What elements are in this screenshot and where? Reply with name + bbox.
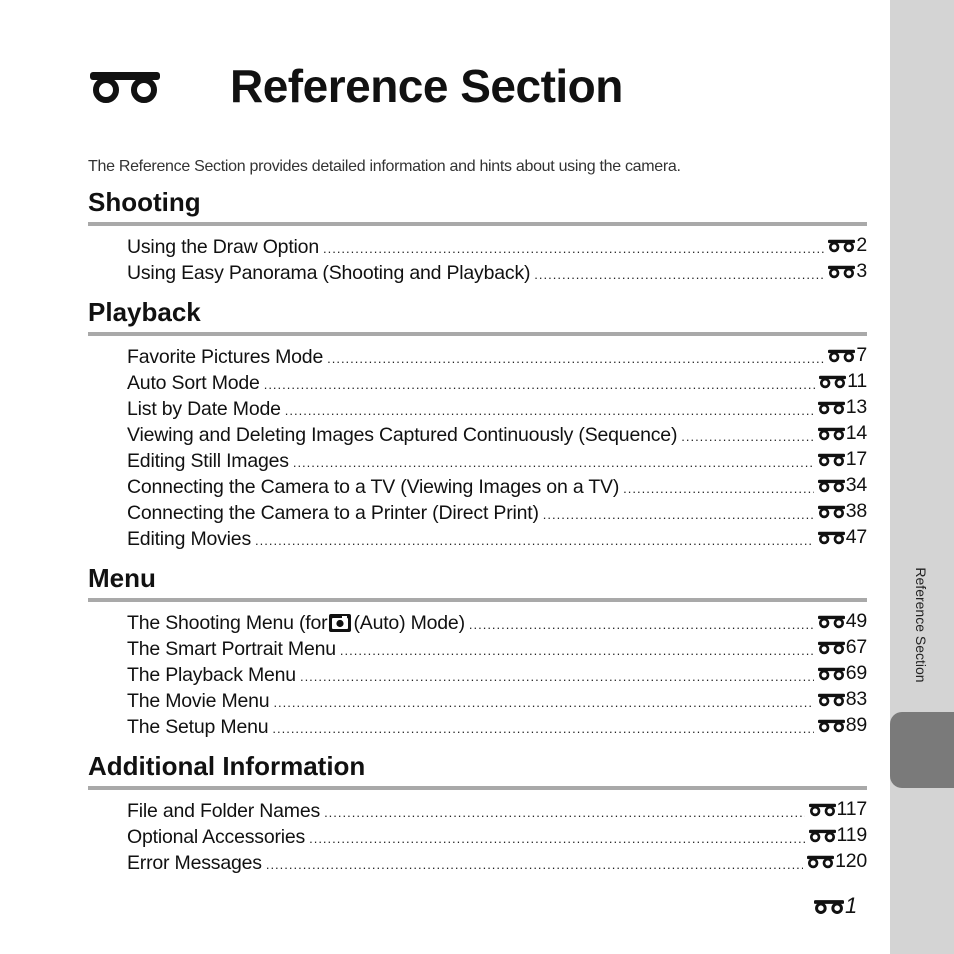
toc-entry-page-ref <box>818 526 867 549</box>
toc-entry-page-number: 89 <box>845 714 867 736</box>
toc-entry-page-ref <box>828 260 867 283</box>
toc-entry[interactable] <box>127 344 867 370</box>
toc-entry-title: Using the Draw Option <box>127 236 319 258</box>
page-title <box>90 58 623 114</box>
section-divider <box>88 332 867 336</box>
toc-entry-list <box>88 798 867 876</box>
dot-leader <box>324 805 804 820</box>
reference-binoculars-icon <box>807 854 834 869</box>
toc-entry-title-part: The Shooting Menu (for <box>127 612 328 634</box>
toc-entry-page-ref <box>818 688 867 711</box>
toc-entry[interactable] <box>127 422 867 448</box>
page-number-text: 1 <box>845 893 858 918</box>
toc-entry-page-number: 69 <box>845 662 867 684</box>
reference-binoculars-icon <box>818 426 845 441</box>
toc-entry-page-number: 49 <box>845 610 867 632</box>
toc-entry[interactable] <box>127 526 867 552</box>
dot-leader <box>264 377 815 392</box>
toc-entry-title: File and Folder Names <box>127 800 321 822</box>
toc-entry-page-ref <box>818 448 867 471</box>
toc-entry-page-number: 67 <box>845 636 867 658</box>
toc-entry[interactable] <box>127 448 867 474</box>
toc-entry-title: The Setup Menu <box>127 716 269 738</box>
toc-entry-page-ref <box>818 610 867 633</box>
reference-binoculars-icon <box>818 614 845 629</box>
section-heading: Playback <box>88 297 201 327</box>
toc-entry-title: Connecting the Camera to a TV (Viewing Images on a TV) <box>127 476 620 498</box>
reference-binoculars-icon <box>818 692 845 707</box>
reference-binoculars-icon <box>818 666 845 681</box>
reference-binoculars-icon <box>828 264 855 279</box>
toc-entry[interactable] <box>127 500 867 526</box>
side-index-tab-active[interactable] <box>890 712 954 788</box>
toc-entry-list <box>88 610 867 740</box>
toc-section <box>88 562 867 740</box>
dot-leader <box>309 831 804 846</box>
dot-leader <box>323 241 824 256</box>
toc-entry-page-number: 119 <box>836 824 867 846</box>
toc-entry-page-ref <box>818 662 867 685</box>
toc-entry-page-ref <box>828 234 867 257</box>
toc-entry[interactable] <box>127 798 867 824</box>
reference-binoculars-icon <box>828 238 855 253</box>
toc-entry-page-ref <box>818 500 867 523</box>
dot-leader <box>543 507 814 522</box>
toc-entry-page-number: 17 <box>845 448 867 470</box>
side-index-strip <box>890 0 954 954</box>
toc-entry-title: List by Date Mode <box>127 398 281 420</box>
toc-entry-page-ref <box>807 850 867 873</box>
toc-entry-title: The Smart Portrait Menu <box>127 638 336 660</box>
reference-binoculars-icon <box>814 898 844 915</box>
toc-entry[interactable] <box>127 850 867 876</box>
reference-binoculars-icon <box>90 68 160 104</box>
dot-leader <box>534 267 824 282</box>
camera-icon <box>329 614 351 632</box>
dot-leader <box>623 481 814 496</box>
dot-leader <box>293 455 814 470</box>
dot-leader <box>273 695 813 710</box>
toc-entry[interactable] <box>127 234 867 260</box>
side-tab-label: Reference Section <box>913 567 929 683</box>
section-divider <box>88 786 867 790</box>
toc-entry[interactable] <box>127 636 867 662</box>
toc-entry-page-number: 14 <box>845 422 867 444</box>
toc-entry-title: Using Easy Panorama (Shooting and Playback) <box>127 262 531 284</box>
section-divider <box>88 222 867 226</box>
reference-binoculars-icon <box>818 530 845 545</box>
toc-entry-title: The Playback Menu <box>127 664 296 686</box>
toc-entry-title: The Movie Menu <box>127 690 270 712</box>
toc-entry-page-ref <box>818 636 867 659</box>
toc-entry-title-part: (Auto) Mode) <box>353 612 465 634</box>
toc-entry-page-ref <box>828 344 867 367</box>
toc-entry-page-ref <box>818 474 867 497</box>
toc-entry-page-number: 117 <box>836 798 867 820</box>
reference-binoculars-icon <box>828 348 855 363</box>
toc-entry-page-ref <box>809 824 868 847</box>
toc-entry-title: Auto Sort Mode <box>127 372 260 394</box>
page-number <box>814 893 857 919</box>
dot-leader <box>255 533 814 548</box>
toc-entry-title <box>127 612 465 635</box>
toc-entry-title: Favorite Pictures Mode <box>127 346 324 368</box>
intro-text: The Reference Section provides detailed information and hints about using the camera. <box>88 158 681 175</box>
toc-entry-page-ref <box>809 798 868 821</box>
toc-section <box>88 186 867 286</box>
toc-entry[interactable] <box>127 370 867 396</box>
toc-entry-page-number: 34 <box>845 474 867 496</box>
reference-binoculars-icon <box>809 828 836 843</box>
toc-entry[interactable] <box>127 714 867 740</box>
section-divider <box>88 598 867 602</box>
reference-binoculars-icon <box>818 640 845 655</box>
toc-entry[interactable] <box>127 396 867 422</box>
toc-entry[interactable] <box>127 662 867 688</box>
dot-leader <box>469 617 814 632</box>
reference-binoculars-icon <box>818 718 845 733</box>
toc-section <box>88 750 867 876</box>
toc-entry-page-number: 7 <box>856 344 867 366</box>
toc-entry-page-ref <box>819 370 867 393</box>
dot-leader <box>681 429 813 444</box>
section-heading: Additional Information <box>88 751 366 781</box>
page-title-text: Reference Section <box>230 60 623 112</box>
toc-entry-page-ref <box>818 422 867 445</box>
toc-entry[interactable] <box>127 824 867 850</box>
toc-entry-title: Connecting the Camera to a Printer (Direct Print) <box>127 502 539 524</box>
reference-binoculars-icon <box>818 400 845 415</box>
toc-entry-page-number: 11 <box>847 370 867 392</box>
toc-entry-title: Editing Still Images <box>127 450 289 472</box>
toc-entry-title: Optional Accessories <box>127 826 306 848</box>
reference-binoculars-icon <box>809 802 836 817</box>
toc-entry[interactable] <box>127 260 867 286</box>
toc-entry-page-number: 2 <box>856 234 867 256</box>
section-heading: Shooting <box>88 187 201 217</box>
toc-entry-title: Viewing and Deleting Images Captured Continuously (Sequence) <box>127 424 678 446</box>
toc-entry-page-number: 38 <box>845 500 867 522</box>
toc-entry-list <box>88 234 867 286</box>
toc-entry-title: Editing Movies <box>127 528 252 550</box>
dot-leader <box>300 669 814 684</box>
toc-section <box>88 296 867 552</box>
reference-binoculars-icon <box>818 452 845 467</box>
section-heading: Menu <box>88 563 156 593</box>
toc-entry[interactable] <box>127 610 867 636</box>
toc-entry-page-number: 13 <box>845 396 867 418</box>
toc-entry-page-number: 83 <box>845 688 867 710</box>
reference-binoculars-icon <box>818 478 845 493</box>
toc-entry-page-number: 3 <box>856 260 867 282</box>
toc-entry-page-ref <box>818 396 867 419</box>
dot-leader <box>266 857 803 872</box>
reference-binoculars-icon <box>818 504 845 519</box>
dot-leader <box>327 351 824 366</box>
toc-entry-page-number: 120 <box>835 850 867 872</box>
toc-entry-page-ref <box>818 714 867 737</box>
toc-entry-list <box>88 344 867 552</box>
toc-entry-page-number: 47 <box>845 526 867 548</box>
dot-leader <box>285 403 814 418</box>
toc-entry-title: Error Messages <box>127 852 262 874</box>
toc-entry[interactable] <box>127 688 867 714</box>
dot-leader <box>340 643 814 658</box>
dot-leader <box>272 721 813 736</box>
reference-binoculars-icon <box>819 374 846 389</box>
toc-entry[interactable] <box>127 474 867 500</box>
